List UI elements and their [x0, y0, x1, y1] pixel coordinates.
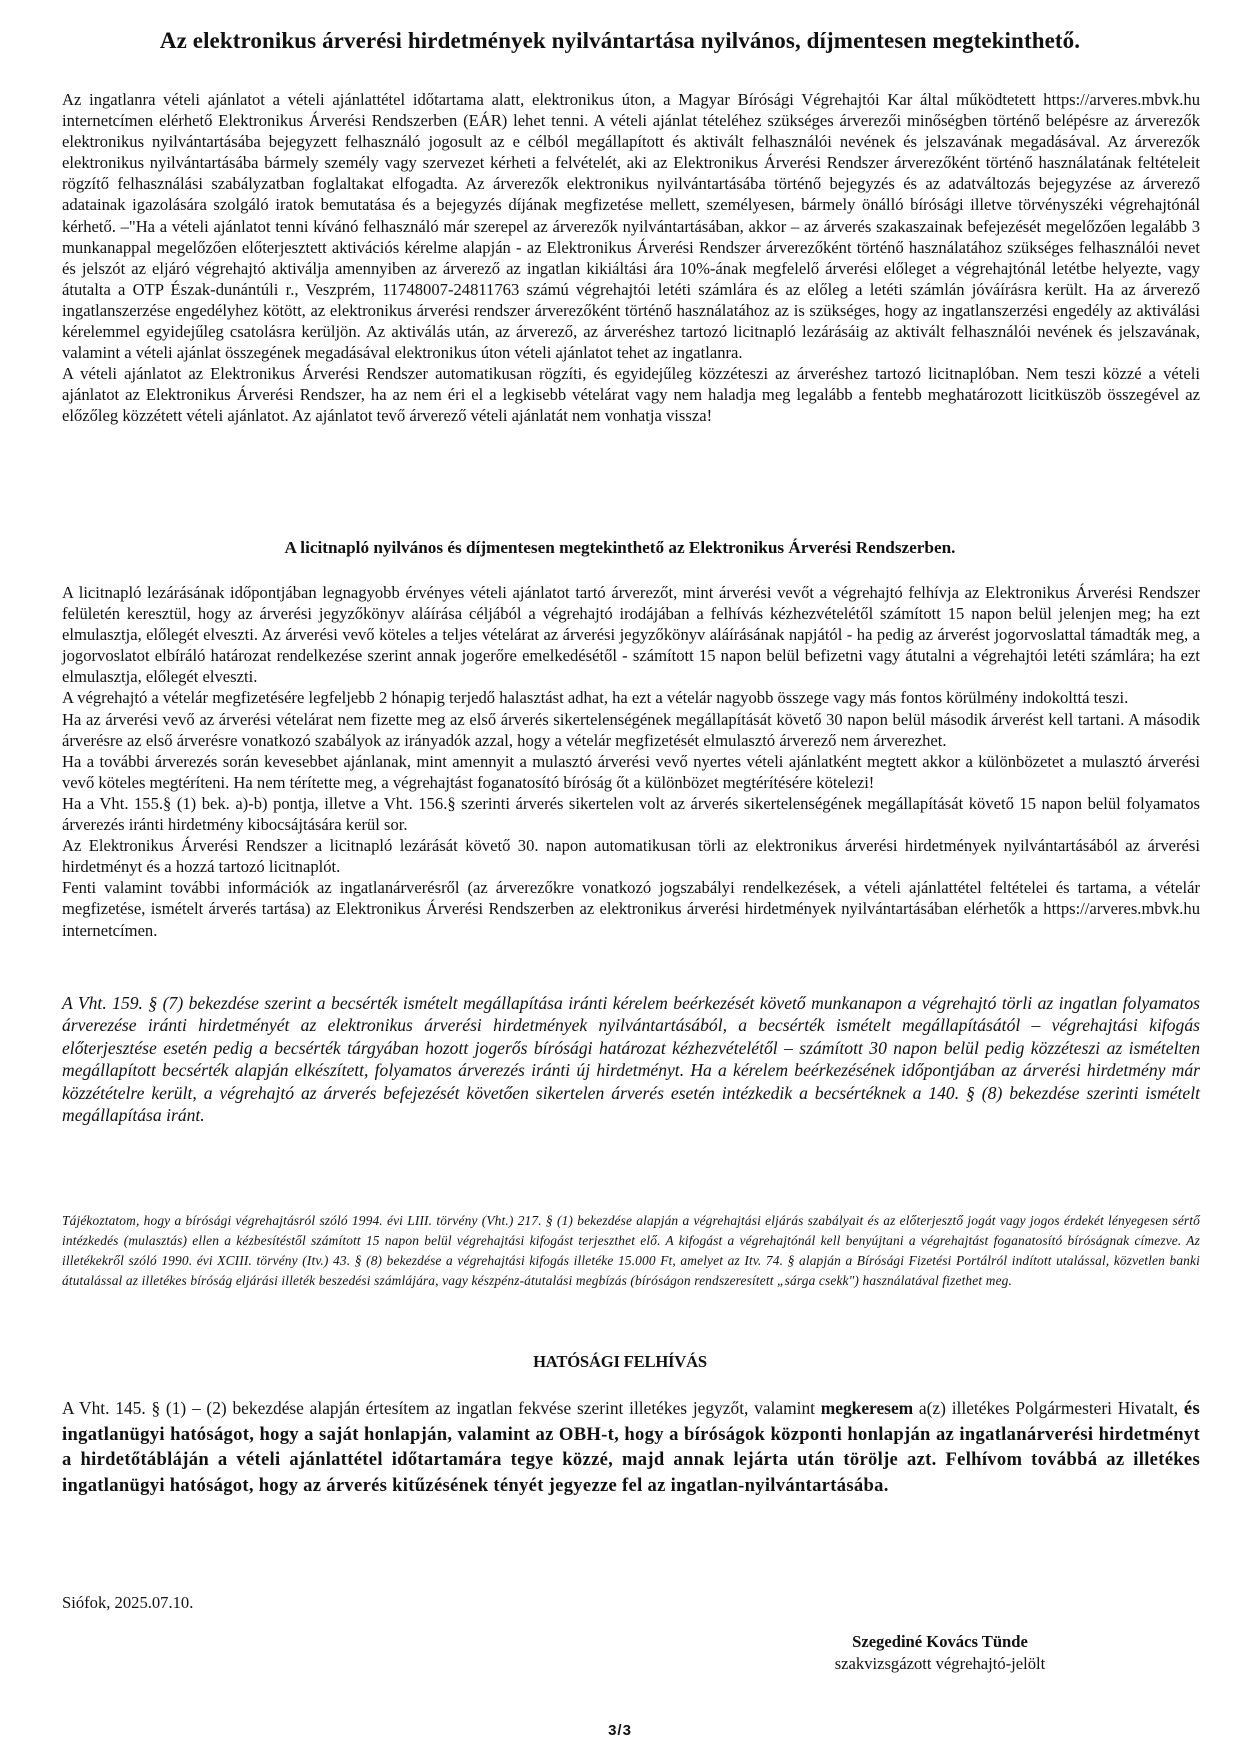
- registry-heading: Az elektronikus árverési hirdetmények nyilvántartása nyilvános, díjmentesen megtekinthető.: [159, 28, 1081, 53]
- authority-call-part-4: és ingatlanügyi hatóságot, hogy a saját honlapján, valamint az OBH-t, hogy a bíróságok központi honlapján az ingatlanárverési hirdetményt a hirdetőtábláján a vételi ajánlattétel időtartamára tegye közzé, majd annak lejárta után törölje azt. Felhívom továbbá az illetékes ingatlanügyi hatóságot, hogy az árverés kitűzésének tényét jegyezze fel az ingatlan-nyilvántartásába.: [62, 1398, 1201, 1496]
- licit-section: [62, 582, 1200, 941]
- place-and-date: Siófok, 2025.07.10.: [62, 1593, 194, 1612]
- signer-name: Szegediné Kovács Tünde: [852, 1632, 1028, 1651]
- licit-heading: A licitnapló nyilvános és díjmentesen megtekinthető az Elektronikus Árverési Rendszerben.: [284, 538, 956, 557]
- authority-call-paragraph: [62, 1396, 1200, 1498]
- licit-paragraph-2: A végrehajtó a vételár megfizetésére legfeljebb 2 hónapig terjedő halasztást adhat, ha ezt a vételár nagyobb összege vagy más fontos körülmény indokolttá teszi.: [62, 688, 1129, 708]
- licit-paragraph-6: Az Elektronikus Árverési Rendszer a licitnapló lezárását követő 30. napon automatikusan törli az elektronikus árverési hirdetmények nyilvántartásából az árverési hirdetményt és a hozzá tartozó licitnaplót.: [62, 836, 1200, 877]
- valuation-notice-text: A Vht. 159. § (7) bekezdése szerint a becsérték ismételt megállapítása iránti kérelem beérkezését követő munkanapon a végrehajtó törli az ingatlan folyamatos árverezése iránti hirdetményét az elektronikus árverési hirdetmények nyilvántartásából, a becsérték ismételt megállapításától – végrehajtási kifogás előterjesztése esetén pedig a becsérték tárgyában hozott jogerős bírósági határozat kézhezvételétől – számított 30 napon belül pedig közzéteszi az ismételten megállapított becsérték alapján elkészített, folyamatos árverezés iránti új hirdetményt. Ha a kérelem beérkezésének időpontjában az árverési hirdetmény már közzétételre került, a végrehajtó az árverés befejezését követően sikertelen árverés esetén intézkedik a becsértéknek a 140. § (8) bekezdése szerinti ismételt megállapítása iránt.: [62, 993, 1200, 1126]
- licit-paragraph-1: A licitnapló lezárásának időpontjában legnagyobb érvényes vételi ajánlatot tartó árverezőt, mint árverési vevőt a végrehajtó felhívja az Elektronikus Árverési Rendszer felületén keresztül, hogy az árverési jegyzőkönyv aláírása céljából a végrehajtó irodájában a felhívás kézhezvételétől számított 15 napon belül jelenjen meg; ha ezt elmulasztja, előlegét elveszti. Az árverési vevő köteles a teljes vételárat az árverési jegyzőkönyv aláírásának napjától - ha pedig az árverést jogorvoslattal támadták meg, a jogorvoslatot elbíráló határozat rendelkezése szerint annak jogerőre emelkedésétől - számított 15 napon belül befizetni vagy átutalni a végrehajtói letéti számlára; ha ezt elmulasztja, előlegét elveszti.: [62, 583, 1200, 687]
- licit-paragraph-4: Ha a további árverezés során kevesebbet ajánlanak, mint amennyit a mulasztó árverési vevő nyertes vételi ajánlatként megtett akkor a különbözetet a mulasztó árverési vevő köteles megtéríteni. Ha nem térítette meg, a végrehajtást foganatosító bíróság őt a különbözet megtérítésére kötelezi!: [62, 751, 1200, 792]
- signer-title: szakvizsgázott végrehajtó-jelölt: [834, 1654, 1046, 1673]
- authority-call-part-2: megkeresem: [820, 1398, 914, 1418]
- signature-block: [760, 1631, 1120, 1675]
- objection-info-text: Tájékoztatom, hogy a bírósági végrehajtásról szóló 1994. évi LIII. törvény (Vht.) 217. § (1) bekezdése alapján a végrehajtási eljárás szabályait és az előterjesztő jogát vagy jogos érdekét lényegesen sértő intézkedés (mulasztás) ellen a kézbesítéstől számított 15 napon belül végrehajtási kifogást terjeszthet elő. A kifogást a végrehajtónál kell benyújtani a végrehajtást foganatosító bíróságnak címezve. Az illetékekről szóló 1990. évi XCIII. törvény (Itv.) 43. § (8) bekezdése a végrehajtási kifogás illetéke 15.000 Ft, amelyet az Itv. 74. § alapján a Bírósági Fizetési Portálról indított utalással, közvetlen banki átutalással az illetékes bíróság eljárási illeték beszedési számlájára, vagy készpénz-átutalási megbízás (bíróságon rendszeresített „sárga csekk") használatával fizethet meg.: [62, 1213, 1200, 1288]
- licit-paragraph-5: Ha a Vht. 155.§ (1) bek. a)-b) pontja, illetve a Vht. 156.§ szerinti árverés sikertelen volt az árverés sikertelenségének megállapítását követő 15 napon belül folyamatos árverezés iránti hirdetmény kibocsájtására kerül sor.: [62, 793, 1200, 835]
- objection-info-paragraph: [62, 1211, 1200, 1291]
- authority-call-part-1: A Vht. 145. § (1) – (2) bekezdése alapján értesítem az ingatlan fekvése szerint illetékes jegyzőt, valamint: [62, 1398, 821, 1418]
- authority-call-part-3: a(z) illetékes Polgármesteri Hivatalt,: [913, 1398, 1184, 1418]
- authority-call-heading: HATÓSÁGI FELHÍVÁS: [533, 1352, 707, 1371]
- intro-paragraph-2: A vételi ajánlatot az Elektronikus Árverési Rendszer automatikusan rögzíti, és egyidejűleg közzéteszi az árveréshez tartozó licitnaplóban. Nem teszi közzé a vételi ajánlatot az Elektronikus Árverési Rendszer, ha az nem éri el a legkisebb vételárat vagy nem haladja meg legalább a fentebb meghatározott licitküszöb összegével az előzőleg közzétett vételi ajánlatot. Az ajánlatot tevő árverező vételi ajánlatát nem vonhatja vissza!: [62, 364, 1200, 426]
- intro-paragraph-1: Az ingatlanra vételi ajánlatot a vételi ajánlattétel időtartama alatt, elektronikus úton, a Magyar Bírósági Végrehajtói Kar által működtetett https://arveres.mbvk.hu internetcímen elérhető Elektronikus Árverési Rendszerben (EÁR) lehet tenni. A vételi ajánlat tételéhez szükséges árverezői minőségben történő belépésre az árverezők elektronikus nyilvántartásába bejegyzett felhasználó jogosult az e célból megállapított és aktivált felhasználói nevének és jelszavának megadásával. Az árverezők elektronikus nyilvántartásába bármely személy vagy szervezet kérheti a felvételét, aki az Elektronikus Árverési Rendszer árverezőként történő használatának feltételeit rögzítő felhasználási szabályzatban foglaltakat elfogadta. Az árverezők elektronikus nyilvántartásába történő bejegyzés és az adatváltozás bejegyzése az árverező adatainak igazolására szolgáló iratok bemutatása és a bejegyzés díjának megfizetése mellett, személyesen, bármely önálló bírósági illetve törvényszéki végrehajtónál kérhető. –"Ha a vételi ajánlatot tenni kívánó felhasználó már szerepel az árverezők nyilvántartásában, akkor – az árverés szakaszainak befejezését megelőzően legalább 3 munkanappal megelőzően előterjesztett aktivációs kérelme alapján - az Elektronikus Árverési Rendszer árverezőként történő használatához szükséges felhasználói nevet és jelszót az eljáró végrehajtó aktiválja amennyiben az árverező az ingatlan kikiáltási ára 10%-ának megfelelő árverési előleget a végrehajtónál letétbe helyezte, vagy átutalta a OTP Észak-dunántúli r., Veszprém, 11748007-24811763 számú végrehajtói letéti számlára és az előleg a letéti számlán jóváírásra került. Ha az árverező ingatlanszerzése engedélyhez kötött, az elektronikus árverési rendszer árverezőként történő használatához az is szükséges, hogy az ingatlanszerzési engedély az aktiválási kérelemmel egyidejűleg csatolásra kerüljön. Az aktiválás után, az árverező, az árveréshez tartozó licitnapló lezárásáig az aktivált felhasználói nevének és jelszavának, valamint a vételi ajánlat összegének megadásával elektronikus úton vételi ajánlatot tehet az ingatlanra.: [62, 90, 1200, 363]
- licit-paragraph-7: Fenti valamint további információk az ingatlanárverésről (az árverezőkre vonatkozó jogszabályi rendelkezések, a vételi ajánlattétel feltételei és tartama, a vételár megfizetése, ismételt árverés tartása) az Elektronikus Árverési Rendszerben az elektronikus árverési hirdetmények nyilvántartásában elérhetők a https://arveres.mbvk.hu internetcímen.: [62, 878, 1200, 940]
- valuation-notice-paragraph: [62, 992, 1200, 1126]
- licit-paragraph-3: Ha az árverési vevő az árverési vételárat nem fizette meg az első árverés sikertelenségének megállapítását követő 30 napon belül második árverést kell tartani. A második árverésre az első árverésre vonatkozó szabályok az irányadók azzal, hogy a vételár megfizetését elmulasztó árverező nem árverezhet.: [62, 709, 1200, 750]
- intro-section: [62, 89, 1200, 427]
- authority-call-text: [62, 1396, 1200, 1498]
- page-number: 3/3: [608, 1722, 632, 1739]
